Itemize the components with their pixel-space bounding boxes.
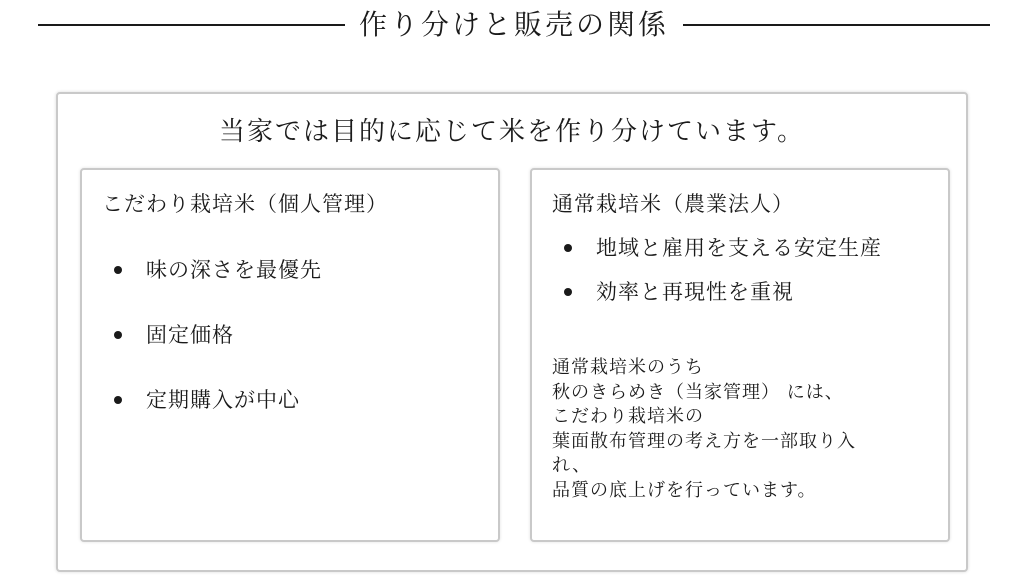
bullet-icon (564, 244, 572, 252)
list-item-text: 味の深さを最優先 (146, 258, 322, 282)
bullet-icon (114, 331, 122, 339)
list-item-text: 地域と雇用を支える安定生産 (596, 236, 882, 260)
list-item (562, 278, 882, 306)
bullet-icon (564, 288, 572, 296)
note-line: れ、 (552, 455, 592, 476)
bullet-list-standard (562, 234, 882, 322)
list-item (562, 234, 882, 262)
page-title: 作り分けと販売の関係 (359, 8, 670, 41)
bullet-list-premium (112, 256, 322, 451)
title-rule-right (683, 24, 990, 26)
note-line: 品質の底上げを行っています。 (552, 479, 817, 501)
note-line: こだわり栽培米の (552, 406, 704, 427)
bullet-icon (114, 266, 122, 274)
box-premium-rice (80, 168, 500, 542)
list-item-text: 定期購入が中心 (146, 388, 300, 412)
list-item-text: 固定価格 (146, 323, 234, 347)
box-heading-premium: こだわり栽培米（個人管理） (102, 192, 388, 216)
box-heading-standard: 通常栽培米（農業法人） (552, 192, 794, 216)
list-item-text: 効率と再現性を重視 (596, 280, 794, 304)
list-item (112, 386, 322, 414)
note-line: 葉面散布管理の考え方を一部取り入 (552, 430, 856, 452)
bullet-icon (114, 396, 122, 404)
title-rule-left (38, 24, 345, 26)
title-row (38, 4, 990, 46)
main-panel (56, 92, 968, 572)
box-standard-rice (530, 168, 950, 542)
list-item (112, 256, 322, 284)
lead-text: 当家では目的に応じて米を作り分けています。 (219, 117, 805, 147)
list-item (112, 321, 322, 349)
note-line: 通常栽培米のうち (552, 357, 704, 378)
note-line: 秋のきらめき（当家管理） には、 (552, 381, 844, 403)
note-text (552, 356, 932, 503)
